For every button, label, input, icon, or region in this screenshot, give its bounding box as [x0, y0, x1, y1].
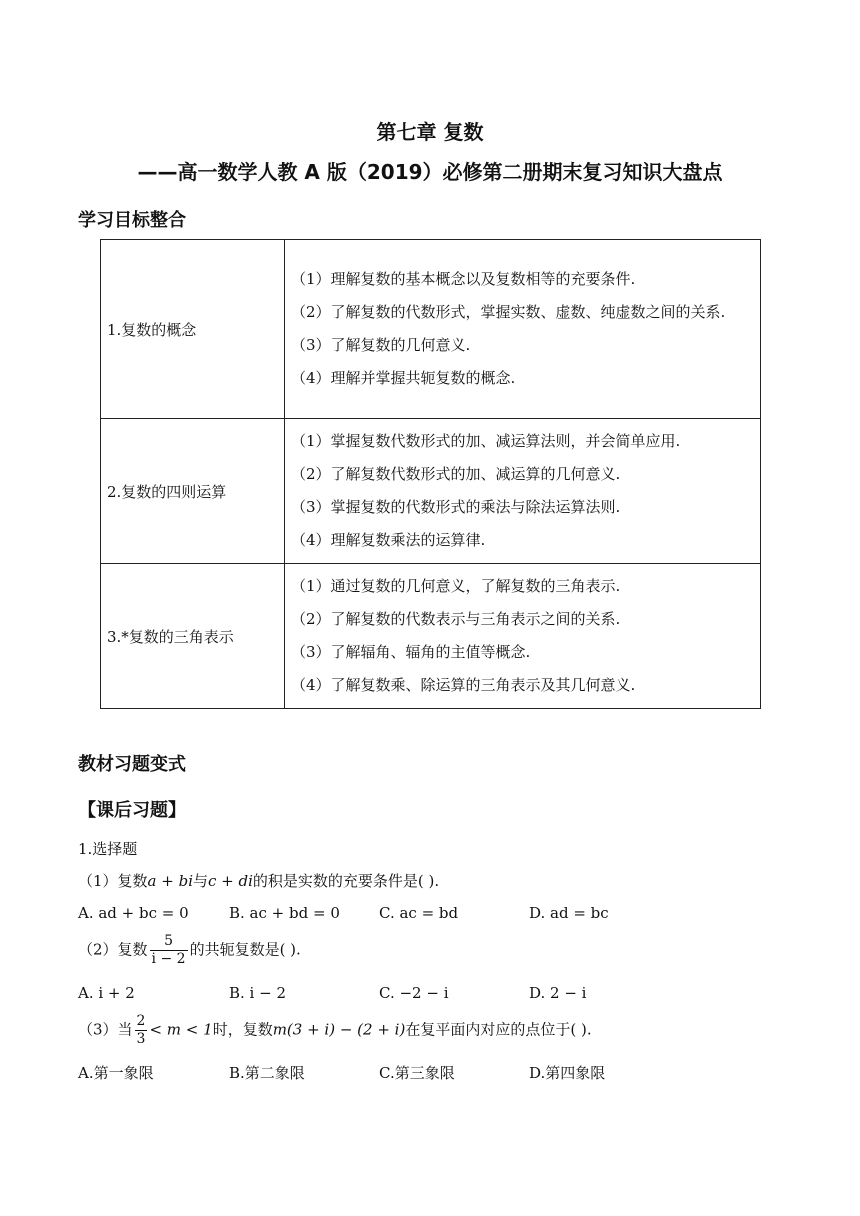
q3-option-a: A.第一象限	[78, 1064, 154, 1082]
q3-expr: m(3 + i) − (2 + i)	[272, 1020, 406, 1039]
q3-text-post: 在复平面内对应的点位于( ).	[405, 1020, 592, 1039]
goal-item: （2）了解复数代数形式的加、减运算的几何意义.	[291, 465, 621, 483]
q3-text-mid: 时，复数	[212, 1020, 273, 1039]
question-3	[78, 1013, 592, 1048]
items-cell	[285, 419, 761, 564]
q2-option-a: A. i + 2	[78, 984, 135, 1002]
q3-option-b: B.第二象限	[229, 1064, 305, 1082]
learning-goals-table	[100, 239, 761, 709]
q1-option-c: C. ac = bd	[379, 904, 459, 922]
goal-item: （1）通过复数的几何意义，了解复数的三角表示.	[291, 577, 621, 595]
table-row	[101, 419, 761, 564]
q3-fraction-numerator: 2	[136, 1013, 146, 1029]
goal-item: （3）了解复数的几何意义.	[291, 336, 471, 354]
q3-text: （3）当	[78, 1020, 133, 1039]
chapter-subtitle: ——高一数学人教 A 版（2019）必修第二册期末复习知识大盘点	[137, 160, 723, 184]
q3-condition: < m < 1	[149, 1020, 213, 1039]
items-cell	[285, 240, 761, 419]
topic-cell: 1.复数的概念	[101, 240, 285, 419]
q1-text-post: 的积是实数的充要条件是( ).	[252, 872, 440, 890]
q1-text-mid: 与	[193, 872, 209, 890]
q2-text-post: 的共轭复数是( ).	[189, 940, 301, 959]
goal-item: （2）了解复数的代数表示与三角表示之间的关系.	[291, 610, 621, 628]
q3-fraction	[135, 1013, 148, 1048]
goal-item: （4）理解复数乘法的运算律.	[291, 531, 486, 549]
q3-fraction-denominator: 3	[136, 1031, 146, 1047]
q1-expr-1: a + bi	[147, 872, 193, 890]
q2-fraction	[150, 933, 188, 968]
q2-text: （2）复数	[78, 940, 148, 959]
q2-fraction-denominator: i − 2	[151, 951, 186, 967]
q2-fraction-numerator: 5	[150, 933, 188, 951]
topic-cell: 3.*复数的三角表示	[101, 564, 285, 709]
q2-option-b: B. i − 2	[229, 984, 287, 1002]
goal-item: （1）掌握复数代数形式的加、减运算法则，并会简单应用.	[291, 432, 681, 450]
items-cell	[285, 564, 761, 709]
q1-expr-2: c + di	[208, 872, 253, 890]
goal-item: （3）了解辐角、辐角的主值等概念.	[291, 643, 531, 661]
exercises-subheading: 【课后习题】	[78, 800, 186, 821]
goal-item: （4）理解并掌握共轭复数的概念.	[291, 369, 516, 387]
q1-option-a: A. ad + bc = 0	[78, 904, 189, 922]
exercises-heading: 教材习题变式	[78, 754, 186, 775]
q1-option-b: B. ac + bd = 0	[229, 904, 340, 922]
table-row	[101, 240, 761, 419]
chapter-title: 第七章 复数	[376, 120, 484, 144]
q2-option-d: D. 2 − i	[529, 984, 587, 1002]
q3-option-d: D.第四象限	[529, 1064, 606, 1082]
q3-option-c: C.第三象限	[379, 1064, 455, 1082]
question-2	[78, 933, 301, 968]
question-group-title: 1.选择题	[78, 840, 138, 858]
goal-item: （1）理解复数的基本概念以及复数相等的充要条件.	[291, 270, 636, 288]
q2-option-c: C. −2 − i	[379, 984, 449, 1002]
q1-option-d: D. ad = bc	[529, 904, 609, 922]
question-1	[78, 870, 439, 891]
goals-heading: 学习目标整合	[78, 210, 186, 231]
topic-cell: 2.复数的四则运算	[101, 419, 285, 564]
goal-item: （2）了解复数的代数形式，掌握实数、虚数、纯虚数之间的关系.	[291, 303, 726, 321]
goal-item: （3）掌握复数的代数形式的乘法与除法运算法则.	[291, 498, 621, 516]
q1-text: （1）复数	[78, 872, 148, 890]
table-row	[101, 564, 761, 709]
goal-item: （4）了解复数乘、除运算的三角表示及其几何意义.	[291, 676, 636, 694]
